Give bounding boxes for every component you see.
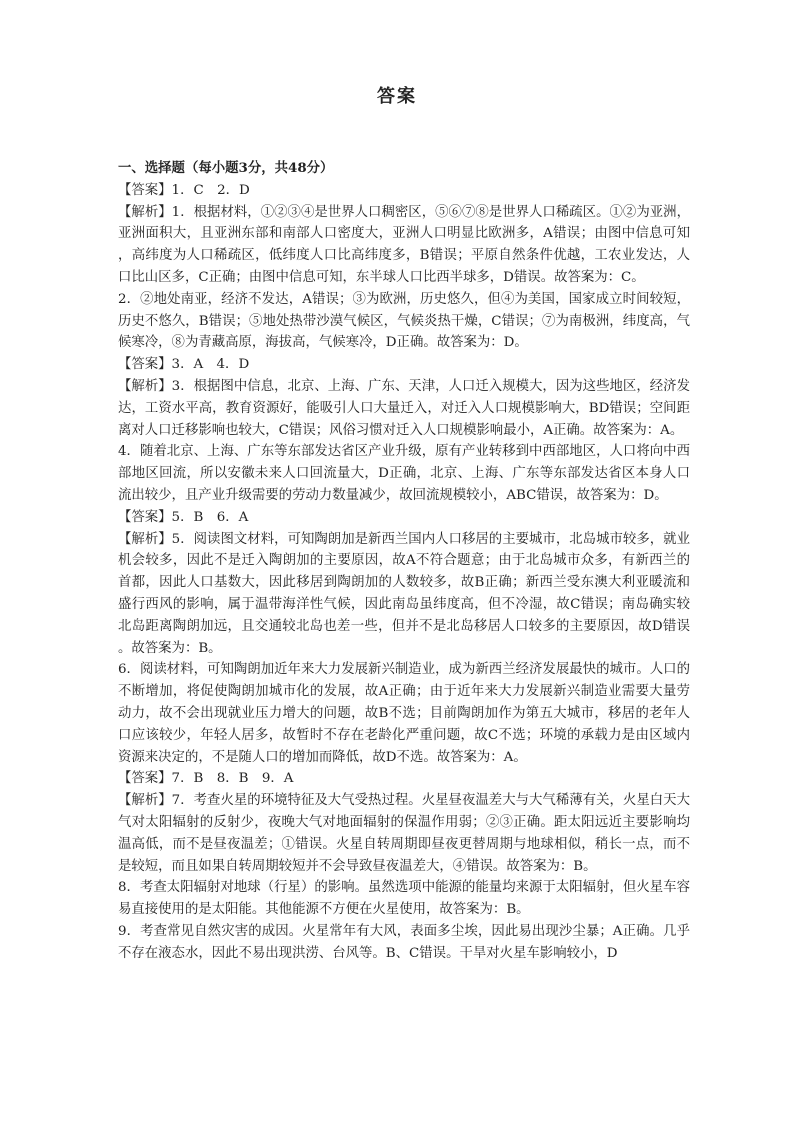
analysis-q6: 6．阅读材料，可知陶朗加近年来大力发展新兴制造业，成为新西兰经济发展最快的城市。人口的不断增加，将促使陶朗加城市化的发展，故A正确；由于近年来大力发展新兴制造业需要大量劳动力，故不会出现就业压力增大的问题，故B不选；目前陶朗加作为第五大城市，移居的老年人口应该较少，年轻人居多，故暂时不存在老龄化严重问题，故C不选；环境的承载力是由区域内资源来决定的，不是随人口的增加而降低，故D不选。故答案为：A。 (118, 662, 690, 765)
analysis-q4: 4．随着北京、上海、广东等东部发达省区产业升级，原有产业转移到中西部地区，人口将向中西部地区回流，所以安徽未来人口回流量大，D正确，北京、上海、广东等东部发达省区本身人口流出较少，且产业升级需要的劳动力数量减少，故回流规模较小，ABC错误，故答案为：D。 (118, 444, 690, 503)
analysis-q5: 【解析】5．阅读图文材料，可知陶朗加是新西兰国内人口移居的主要城市，北岛城市较多，就业机会较多，因此不是迁入陶朗加的主要原因，故A不符合题意；由于北岛城市众多，有新西兰的首都，因此人口基数大，因此移居到陶朗加的人数较多，故B正确；新西兰受东澳大利亚暖流和盛行西风的影响，属于温带海洋性气候，因此南岛虽纬度高，但不冷湿，故C错误；南岛确实较北岛距离陶朗加远，且交通较北岛也差一些，但并不是北岛移居人口较多的主要原因，故D错误。故答案为：B。 (118, 531, 690, 656)
analysis-q7: 【解析】7．考查火星的环境特征及大气受热过程。火星昼夜温差大与大气稀薄有关，火星白天大气对太阳辐射的反射少，夜晚大气对地面辐射的保温作用弱；②③正确。距太阳远近主要影响均温高低，而不是昼夜温差；①错误。火星自转周期即昼夜更替周期与地球相似，稍长一点，而不是较短，而且如果自转周期较短并不会导致昼夜温差大，④错误。故答案为：B。 (118, 793, 690, 874)
analysis-q2: 2．②地处南亚，经济不发达，A错误；③为欧洲，历史悠久，但④为美国，国家成立时间较短，历史不悠久，B错误；⑤地处热带沙漠气候区，气候炎热干燥，C错误；⑦为南极洲，纬度高，气候寒冷，⑧为青藏高原，海拔高，气候寒冷，D正确。故答案为：D。 (118, 291, 690, 351)
analysis-q3: 【解析】3．根据图中信息，北京、上海、广东、天津，人口迁入规模大，因为这些地区，经济发达，工资水平高，教育资源好，能吸引人口大量迁入，对迁入人口规模影响大，BD错误；空间距离对人口迁移影响也较大，C错误；风俗习惯对迁入人口规模影响最小，A正确。故答案为：A。 (118, 378, 690, 438)
analysis-q8: 8．考查太阳辐射对地球（行星）的影响。虽然选项中能源的能量均来源于太阳辐射，但火星车容易直接使用的是太阳能。其他能源不方便在火星使用，故答案为：B。 (118, 880, 690, 918)
answer-line-3-4: 【答案】3．A 4．D (118, 357, 250, 373)
page-title: 答案 (377, 86, 417, 107)
analysis-q1: 【解析】1．根据材料，①②③④是世界人口稠密区，⑤⑥⑦⑧是世界人口稀疏区。①②为亚洲，亚洲面积大，且亚洲东部和南部人口密度大，亚洲人口明显比欧洲多，A错误；由图中信息可知，高纬度为人口稀疏区，低纬度人口比高纬度多，B错误；平原自然条件优越，工农业发达，人口比山区多，C正确；由图中信息可知，东半球人口比西半球多，D错误。故答案为：C。 (118, 204, 690, 285)
answer-line-1-2: 【答案】1．C 2．D (118, 182, 250, 198)
answer-line-7-9: 【答案】7．B 8．B 9．A (118, 771, 294, 787)
section-heading: 一、选择题（每小题3分，共48分） (118, 160, 334, 176)
answer-content (118, 158, 690, 964)
answer-line-5-6: 【答案】5．B 6．A (118, 509, 249, 525)
analysis-q9: 9．考查常见自然灾害的成因。火星常年有大风，表面多尘埃，因此易出现沙尘暴；A正确。几乎不存在液态水，因此不易出现洪涝、台风等。B、C错误。干旱对火星车影响较小，D (118, 923, 690, 961)
